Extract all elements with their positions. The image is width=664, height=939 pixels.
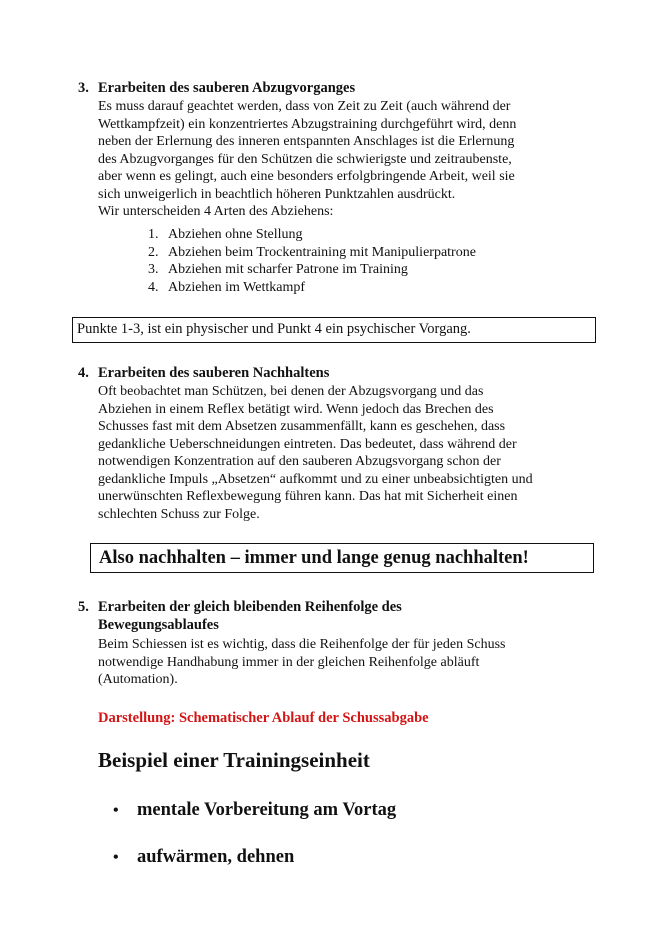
text-line: gedankliche Impuls „Absetzen“ aufkommt und zu einer unbeabsichtigten und [98,471,533,487]
section-3-title: Erarbeiten des sauberen Abzugvorganges [98,80,356,96]
text-line: neben der Erlernung des inneren entspannten Anschlages ist die Erlernung [98,134,515,149]
text-line: sich unweigerlich in beachtlich höheren Punktzahlen ausdrückt. [98,186,456,202]
punkte-note-box: Punkte 1-3, ist ein physischer und Punkt 4 ein psychischer Vorgang. [72,317,596,343]
list-item [148,244,476,262]
section-5-paragraph [98,636,598,689]
section-4-number: 4. [78,365,89,381]
text-line: notwendigen Konzentration auf den sauberen Abzugsvorgang schon der [98,454,501,469]
section-3-heading [78,79,355,97]
list-text: Abziehen mit scharfer Patrone im Training [168,262,408,277]
abzieh-arten-list [148,226,476,296]
list-item [148,261,476,279]
list-item [148,226,476,244]
text-line: unerwünschten Reflexbewegung führen kann. Das hat mit Sicherheit einen [98,489,518,504]
text-line: (Automation). [98,672,178,687]
list-number: 4. [148,279,159,295]
text-line: des Abzugvorganges für den Schützen die schwierigste und zeitraubenste, [98,151,512,167]
section-4-heading [78,364,329,382]
darstellung-caption: Darstellung: Schematischer Ablauf der Schussabgabe [98,710,429,726]
text-line: Oft beobachtet man Schützen, bei denen der Abzugsvorgang und das [98,384,484,399]
text-line: Beim Schiessen ist es wichtig, dass die Reihenfolge der für jeden Schuss [98,637,506,652]
list-item [113,847,294,871]
text-line: gedankliche Ueberschneidungen eintreten. Das bedeutet, dass während der [98,436,517,452]
text-line: Es muss darauf geachtet werden, dass von Zeit zu Zeit (auch während der [98,99,511,114]
list-number: 3. [148,262,159,277]
section-5-number: 5. [78,599,89,615]
text-line: Abziehen in einem Reflex betätigt wird. Wenn jedoch das Brechen des [98,401,494,417]
section-3-number: 3. [78,80,89,96]
section-5-title-line1: Erarbeiten der gleich bleibenden Reihenfolge des [98,599,402,615]
list-number: 2. [148,244,159,260]
bullet-icon: • [113,849,119,866]
list-item [113,800,396,824]
text-line: notwendige Handhabung immer in der gleichen Reihenfolge abläuft [98,654,480,670]
training-list [113,800,396,824]
section-3-paragraph [98,98,598,221]
nachhalten-callout-box: Also nachhalten – immer und lange genug nachhalten! [90,543,594,573]
bullet-icon: • [113,802,119,819]
section-5-heading [78,598,402,634]
text-line: Schusses fast mit dem Absetzen zusammenfällt, kann es geschehen, dass [98,419,506,434]
list-text: aufwärmen, dehnen [137,847,295,867]
training-list [113,847,294,871]
list-text: mentale Vorbereitung am Vortag [137,800,397,820]
list-text: Abziehen im Wettkampf [168,279,306,295]
list-item [148,279,476,297]
list-number: 1. [148,227,159,242]
text-line: aber wenn es gelingt, auch eine besonders erfolgbringende Arbeit, weil sie [98,169,515,184]
text-line: Wir unterscheiden 4 Arten des Abziehens: [98,204,334,219]
section-4-title: Erarbeiten des sauberen Nachhaltens [98,365,330,381]
text-line: Wettkampfzeit) ein konzentriertes Abzugstraining durchgeführt wird, denn [98,116,517,132]
training-title: Beispiel einer Trainingseinheit [98,748,370,772]
list-text: Abziehen ohne Stellung [168,227,303,242]
text-line: schlechten Schuss zur Folge. [98,506,260,522]
list-text: Abziehen beim Trockentraining mit Manipulierpatrone [168,244,476,260]
section-4-paragraph [98,383,598,523]
section-5-title-line2: Bewegungsablaufes [98,617,219,633]
